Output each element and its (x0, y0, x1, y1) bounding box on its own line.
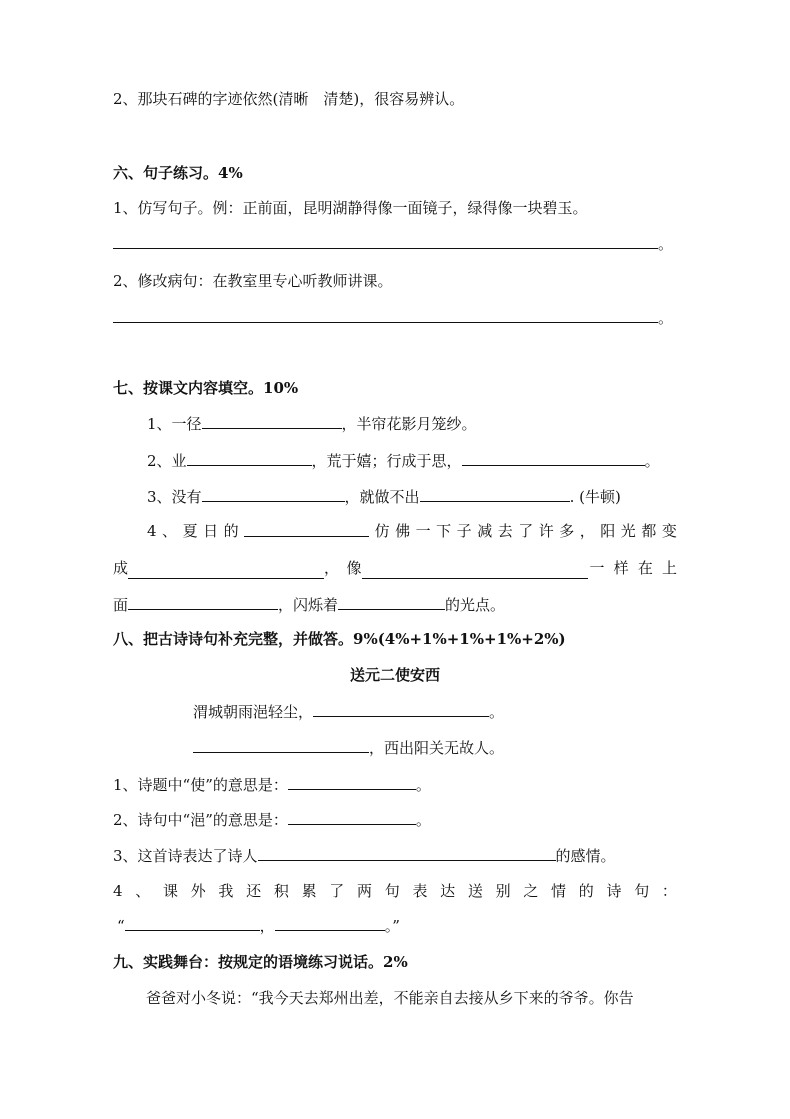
answer-line-s6-1: 。 (113, 232, 673, 255)
fill-blank[interactable] (362, 562, 588, 579)
fill-blank[interactable] (202, 485, 345, 502)
question-s5-2: 2、那块石碑的字迹依然(清晰 清楚)，很容易辨认。 (113, 90, 465, 108)
fill-blank[interactable] (338, 593, 445, 610)
section-9-text: 爸爸对小冬说：“我今天去郑州出差，不能亲自去接从乡下来的爷爷。你告 (146, 989, 634, 1007)
fill-blank[interactable] (202, 412, 342, 429)
question-s7-4-line1: 4 、 夏 日 的 仿 佛 一 下 子 减 去 了 许 多 ， 阳 光 都 变 (147, 522, 677, 540)
question-s7-4-line3: 面 ，闪烁着 的光点。 (113, 593, 505, 616)
poem-title: 送元二使安西 (349, 666, 440, 684)
question-s7-2: 2、业 ，荒于嬉；行成于思， 。 (147, 449, 660, 472)
fill-blank[interactable] (462, 449, 645, 466)
fill-blank[interactable] (313, 700, 489, 717)
question-s8-1: 1、诗题中“使”的意思是： 。 (113, 773, 431, 796)
fill-blank[interactable] (275, 914, 385, 931)
answer-blank[interactable] (113, 306, 658, 323)
question-s8-2: 2、诗句中“浥”的意思是： 。 (113, 808, 431, 831)
fill-blank[interactable] (258, 844, 556, 861)
question-s8-4-line1: 4 、 课 外 我 还 积 累 了 两 句 表 达 送 别 之 情 的 诗 句 ： (113, 882, 677, 900)
fill-blank[interactable] (187, 449, 312, 466)
fill-blank[interactable] (125, 914, 260, 931)
section-8-heading: 八、把古诗诗句补充完整，并做答。9%(4%+1%+1%+1%+2%) (113, 630, 566, 648)
fill-blank[interactable] (128, 593, 278, 610)
fill-blank[interactable] (193, 736, 369, 753)
fill-blank[interactable] (420, 485, 570, 502)
question-s7-1: 1、一径 ，半帘花影月笼纱。 (147, 412, 477, 435)
fill-blank[interactable] (128, 562, 324, 579)
question-s8-4-line2: “ ， 。” (117, 914, 400, 937)
poem-line-1: 渭城朝雨浥轻尘， 。 (193, 700, 504, 723)
poem-line-2: ，西出阳关无故人。 (193, 736, 504, 759)
section-9-heading: 九、实践舞台：按规定的语境练习说话。2% (113, 953, 408, 971)
answer-blank[interactable] (113, 232, 658, 249)
question-s7-3: 3、没有 ，就做不出 . (牛顿) (147, 485, 621, 508)
question-s8-3: 3、这首诗表达了诗人 的感情。 (113, 844, 616, 867)
fill-blank[interactable] (288, 808, 416, 825)
question-s7-4-line2: 成 ， 像 一 样 在 上 (113, 559, 677, 577)
question-s6-2: 2、修改病句：在教室里专心听教师讲课。 (113, 272, 393, 290)
fill-blank[interactable] (288, 773, 416, 790)
answer-line-s6-2: 。 (113, 306, 673, 329)
section-7-heading: 七、按课文内容填空。10% (113, 379, 299, 397)
fill-blank[interactable] (244, 520, 369, 537)
question-s6-1: 1、仿写句子。例：正前面，昆明湖静得像一面镜子，绿得像一块碧玉。 (113, 199, 588, 217)
section-6-heading: 六、句子练习。4% (113, 164, 243, 182)
